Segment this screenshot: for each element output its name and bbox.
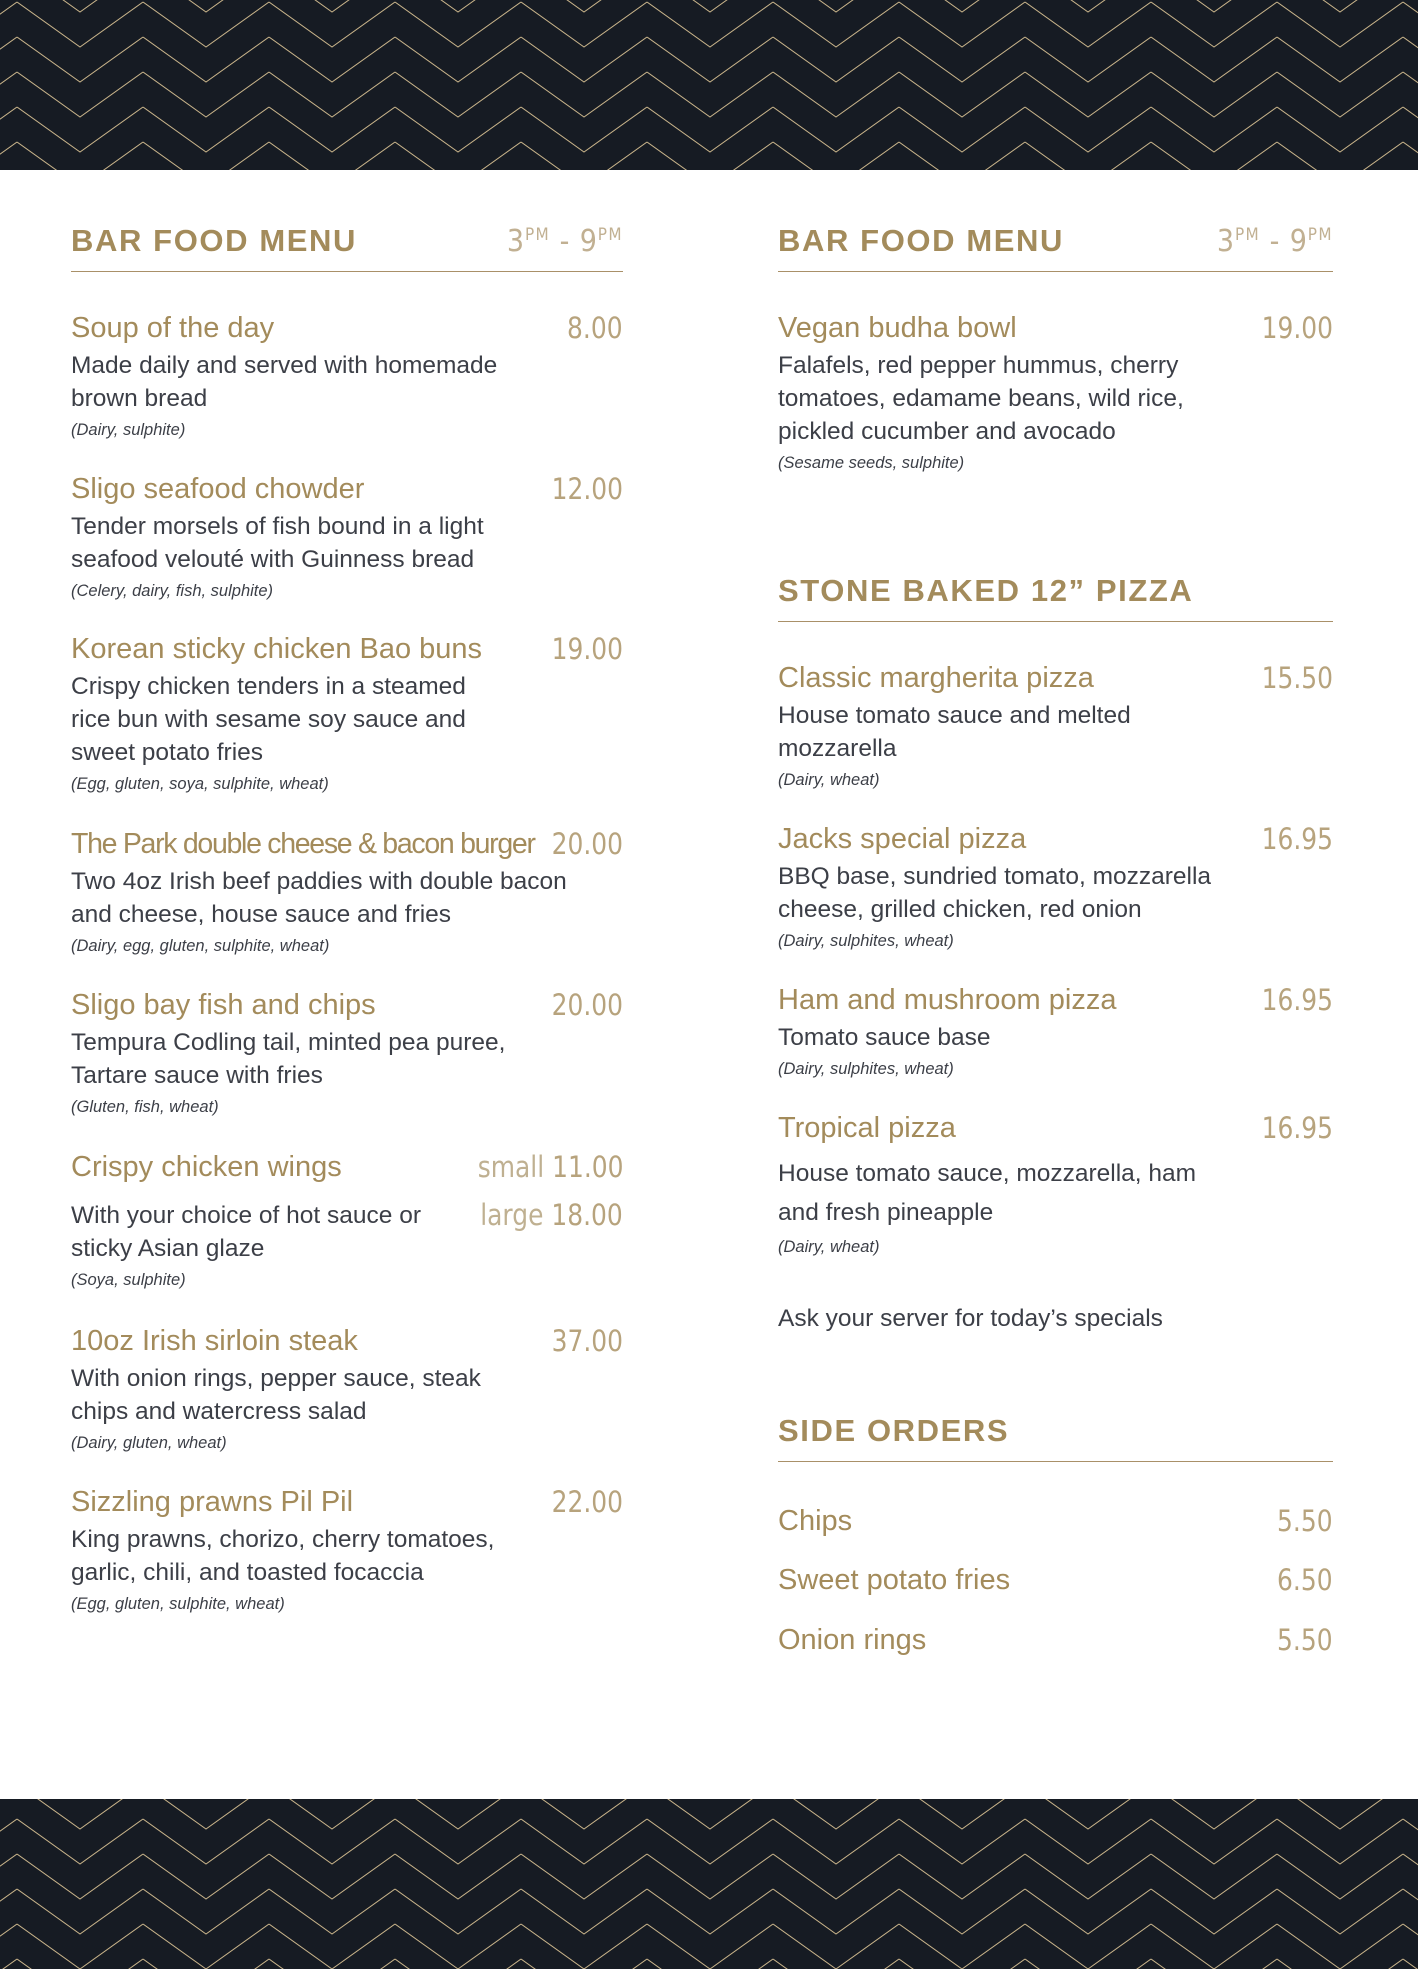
item-price: 5.50 [1277, 1504, 1333, 1538]
item-name: Soup of the day [71, 312, 275, 344]
item-price: 12.00 [551, 472, 623, 506]
item-allergens: (Gluten, fish, wheat) [71, 1098, 219, 1116]
item-name: Jacks special pizza [778, 823, 1027, 855]
chevron-pattern-icon [0, 0, 1418, 170]
item-description: Tempura Codling tail, minted pea puree, Tartare sauce with fries [71, 1029, 506, 1089]
item-description: House tomato sauce, mozzarella, ham and fresh pineapple [778, 1160, 1197, 1226]
section-header-bar-food [71, 223, 623, 272]
item-description: House tomato sauce and melted mozzarella [778, 702, 1131, 762]
menu-item [71, 1482, 623, 1618]
item-description: Tomato sauce base [778, 1024, 991, 1051]
item-allergens: (Dairy, wheat) [778, 771, 880, 789]
item-allergens: (Dairy, egg, gluten, sulphite, wheat) [71, 937, 330, 955]
menu-item [71, 824, 623, 960]
item-name: Onion rings [778, 1624, 927, 1656]
item-price: 8.00 [567, 311, 623, 345]
item-name: Sizzling prawns Pil Pil [71, 1486, 354, 1518]
item-name: Sligo seafood chowder [71, 473, 365, 505]
header-chevron-band [0, 0, 1418, 170]
item-price: 19.00 [551, 632, 623, 666]
item-name: Classic margherita pizza [778, 662, 1094, 694]
section-title: BAR FOOD MENU [71, 223, 358, 258]
item-allergens: (Soya, sulphite) [71, 1271, 186, 1289]
menu-item [71, 1147, 623, 1294]
item-description: Two 4oz Irish beef paddies with double bacon and cheese, house sauce and fries [71, 868, 567, 928]
item-price-small: small 11.00 [477, 1150, 623, 1184]
side-item [778, 1620, 1333, 1660]
item-price: 15.50 [1261, 661, 1333, 695]
menu-item [778, 1108, 1333, 1261]
section-title: SIDE ORDERS [778, 1413, 1010, 1448]
item-price: 16.95 [1261, 822, 1333, 856]
item-name: Sligo bay fish and chips [71, 989, 376, 1021]
chevron-pattern-icon [0, 1799, 1418, 1969]
item-description: With your choice of hot sauce or sticky Asian glaze [71, 1202, 421, 1262]
menu-item [71, 308, 623, 444]
item-price: 6.50 [1277, 1563, 1333, 1597]
menu-item [71, 1321, 623, 1457]
item-allergens: (Sesame seeds, sulphite) [778, 454, 965, 472]
item-allergens: (Dairy, wheat) [778, 1238, 880, 1256]
item-price-large: large 18.00 [480, 1198, 623, 1232]
item-description: Crispy chicken tenders in a steamed rice bun with sesame soy sauce and sweet potato fries [71, 673, 466, 766]
item-price: 16.95 [1261, 983, 1333, 1017]
section-header-pizza [778, 573, 1333, 622]
menu-item [778, 980, 1333, 1083]
item-allergens: (Egg, gluten, soya, sulphite, wheat) [71, 775, 329, 793]
item-name: Vegan budha bowl [778, 312, 1017, 344]
section-header-sides [778, 1413, 1333, 1462]
item-allergens: (Dairy, sulphites, wheat) [778, 1060, 954, 1078]
footer-chevron-band [0, 1799, 1418, 1969]
menu-item [778, 308, 1333, 477]
menu-item [71, 985, 623, 1121]
item-name: Korean sticky chicken Bao buns [71, 633, 483, 665]
item-allergens: (Dairy, gluten, wheat) [71, 1434, 227, 1452]
menu-item [778, 658, 1333, 794]
section-title: STONE BAKED 12” PIZZA [778, 573, 1194, 608]
item-name: Ham and mushroom pizza [778, 984, 1117, 1016]
item-price: 22.00 [551, 1485, 623, 1519]
item-name: The Park double cheese & bacon burger [71, 828, 535, 860]
item-price: 19.00 [1261, 311, 1333, 345]
item-price: 20.00 [551, 827, 623, 861]
section-header-bar-food [778, 223, 1333, 272]
menu-item [778, 819, 1333, 955]
item-name: 10oz Irish sirloin steak [71, 1325, 358, 1357]
item-price: 37.00 [551, 1324, 623, 1358]
item-name: Crispy chicken wings [71, 1151, 342, 1183]
item-name: Chips [778, 1505, 853, 1537]
menu-item [71, 469, 623, 605]
side-item [778, 1501, 1333, 1541]
specials-note: Ask your server for today’s specials [778, 1305, 1163, 1332]
item-allergens: (Dairy, sulphite) [71, 421, 186, 439]
item-description: Falafels, red pepper hummus, cherry tomatoes, edamame beans, wild rice, pickled cucumber and avocado [778, 352, 1184, 445]
section-title: BAR FOOD MENU [778, 223, 1065, 258]
item-description: With onion rings, pepper sauce, steak chips and watercress salad [71, 1365, 481, 1425]
section-hours: $3^{PM} - 9^{PM}$ [1216, 224, 1333, 259]
item-name: Tropical pizza [778, 1112, 956, 1144]
item-description: Tender morsels of fish bound in a light seafood velouté with Guinness bread [71, 513, 484, 573]
section-hours: $3^{PM} - 9^{PM}$ [506, 224, 623, 259]
item-description: BBQ base, sundried tomato, mozzarella cheese, grilled chicken, red onion [778, 863, 1212, 923]
item-description: King prawns, chorizo, cherry tomatoes, garlic, chili, and toasted focaccia [71, 1526, 495, 1586]
item-price: 16.95 [1261, 1111, 1333, 1145]
side-item [778, 1560, 1333, 1600]
item-price: 20.00 [551, 988, 623, 1022]
item-name: Sweet potato fries [778, 1564, 1011, 1596]
item-price: 5.50 [1277, 1623, 1333, 1657]
item-allergens: (Dairy, sulphites, wheat) [778, 932, 954, 950]
item-description: Made daily and served with homemade brown bread [71, 352, 498, 412]
item-allergens: (Egg, gluten, sulphite, wheat) [71, 1595, 285, 1613]
item-allergens: (Celery, dairy, fish, sulphite) [71, 582, 274, 600]
menu-item [71, 629, 623, 798]
